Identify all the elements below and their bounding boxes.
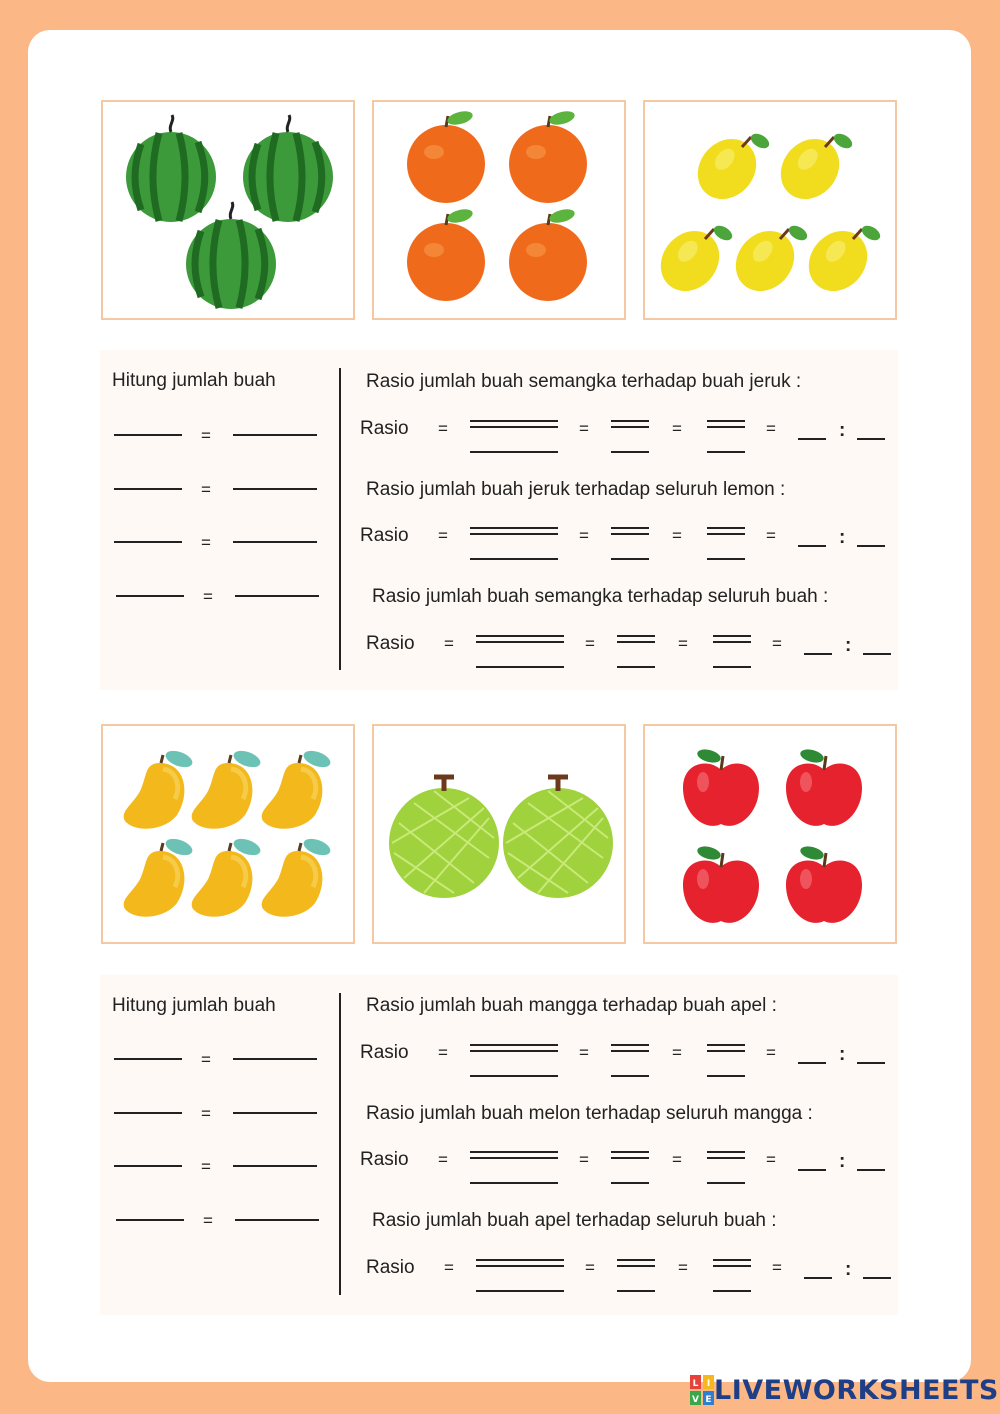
equals-sign: = [766, 419, 776, 438]
count-blank[interactable] [114, 1058, 182, 1060]
equals-sign: = [579, 419, 589, 438]
equals-sign: = [766, 1150, 776, 1169]
logo-mark-letter: V [692, 1395, 699, 1405]
equals-sign: = [444, 634, 454, 653]
equals-sign: = [585, 634, 595, 653]
ratio-left-blank[interactable] [798, 1169, 826, 1171]
equals-sign: = [201, 533, 211, 552]
denominator-blank[interactable] [470, 558, 558, 560]
panel-divider [339, 993, 341, 1295]
fruit-box-apel [643, 724, 897, 944]
numerator-blank[interactable] [611, 420, 649, 422]
equals-sign: = [678, 1258, 688, 1277]
fruit-box-mangga [101, 724, 355, 944]
fraction-bar [470, 1050, 558, 1052]
denominator-blank[interactable] [611, 1075, 649, 1077]
count-answer-blank[interactable] [233, 488, 317, 490]
equals-sign: = [201, 480, 211, 499]
fraction-bar [617, 641, 655, 643]
numerator-blank[interactable] [707, 420, 745, 422]
ratio-label: Rasio [366, 1257, 415, 1278]
denominator-blank[interactable] [707, 558, 745, 560]
denominator-blank[interactable] [617, 666, 655, 668]
fraction-bar [707, 533, 745, 535]
numerator-blank[interactable] [707, 1044, 745, 1046]
colon-sign: : [845, 635, 852, 656]
count-blank[interactable] [114, 488, 182, 490]
numerator-blank[interactable] [470, 420, 558, 422]
fraction-bar [707, 1050, 745, 1052]
panel-divider [339, 368, 341, 670]
fraction-bar [713, 1265, 751, 1267]
numerator-blank[interactable] [611, 1151, 649, 1153]
apple-icon [645, 726, 899, 946]
logo-mark-letter: E [705, 1395, 712, 1405]
count-answer-blank[interactable] [233, 1058, 317, 1060]
numerator-blank[interactable] [713, 1259, 751, 1261]
ratio-label: Rasio [360, 1042, 409, 1063]
count-blank[interactable] [116, 595, 184, 597]
ratio-question: Rasio jumlah buah apel terhadap seluruh buah : [372, 1210, 777, 1231]
ratio-right-blank[interactable] [857, 1062, 885, 1064]
denominator-blank[interactable] [707, 1182, 745, 1184]
colon-sign: : [839, 1151, 846, 1172]
liveworksheets-logo[interactable] [690, 1373, 999, 1407]
count-blank[interactable] [114, 1112, 182, 1114]
ratio-label: Rasio [360, 1149, 409, 1170]
count-answer-blank[interactable] [233, 1165, 317, 1167]
ratio-label: Rasio [360, 525, 409, 546]
denominator-blank[interactable] [707, 1075, 745, 1077]
equals-sign: = [438, 419, 448, 438]
ratio-question: Rasio jumlah buah semangka terhadap buah jeruk : [366, 371, 802, 392]
ratio-right-blank[interactable] [857, 438, 885, 440]
equals-sign: = [579, 1043, 589, 1062]
logo-text: LIVEWORKSHEETS [714, 1374, 999, 1406]
equals-sign: = [201, 1104, 211, 1123]
fruit-box-semangka [101, 100, 355, 320]
numerator-blank[interactable] [611, 1044, 649, 1046]
fraction-bar [611, 1050, 649, 1052]
fraction-bar [611, 1157, 649, 1159]
fruit-box-jeruk [372, 100, 626, 320]
numerator-blank[interactable] [470, 1151, 558, 1153]
equals-sign: = [772, 1258, 782, 1277]
equals-sign: = [672, 1043, 682, 1062]
numerator-blank[interactable] [713, 635, 751, 637]
ratio-right-blank[interactable] [863, 653, 891, 655]
equals-sign: = [203, 1211, 213, 1230]
count-and-ratio-panel-2 [100, 975, 898, 1315]
denominator-blank[interactable] [617, 1290, 655, 1292]
numerator-blank[interactable] [476, 1259, 564, 1261]
equals-sign: = [772, 634, 782, 653]
count-answer-blank[interactable] [233, 1112, 317, 1114]
count-title: Hitung jumlah buah [112, 995, 276, 1016]
fruit-box-lemon [643, 100, 897, 320]
fraction-bar [611, 426, 649, 428]
melon-icon [374, 726, 628, 946]
count-and-ratio-panel-1 [100, 350, 898, 690]
denominator-blank[interactable] [707, 451, 745, 453]
equals-sign: = [766, 1043, 776, 1062]
equals-sign: = [203, 587, 213, 606]
count-answer-blank[interactable] [233, 541, 317, 543]
ratio-left-blank[interactable] [804, 1277, 832, 1279]
numerator-blank[interactable] [470, 1044, 558, 1046]
denominator-blank[interactable] [611, 1182, 649, 1184]
ratio-question: Rasio jumlah buah melon terhadap seluruh mangga : [366, 1103, 813, 1124]
denominator-blank[interactable] [470, 451, 558, 453]
fraction-bar [476, 1265, 564, 1267]
ratio-right-blank[interactable] [857, 545, 885, 547]
numerator-blank[interactable] [470, 527, 558, 529]
denominator-blank[interactable] [476, 1290, 564, 1292]
ratio-left-blank[interactable] [798, 1062, 826, 1064]
fraction-bar [470, 426, 558, 428]
count-blank[interactable] [114, 434, 182, 436]
ratio-right-blank[interactable] [857, 1169, 885, 1171]
count-title: Hitung jumlah buah [112, 370, 276, 391]
equals-sign: = [438, 1150, 448, 1169]
fraction-bar [707, 1157, 745, 1159]
equals-sign: = [444, 1258, 454, 1277]
ratio-question: Rasio jumlah buah mangga terhadap buah apel : [366, 995, 777, 1016]
equals-sign: = [438, 526, 448, 545]
colon-sign: : [845, 1259, 852, 1280]
lemon-icon [645, 102, 899, 322]
numerator-blank[interactable] [617, 635, 655, 637]
fruit-box-melon [372, 724, 626, 944]
count-answer-blank[interactable] [235, 595, 319, 597]
colon-sign: : [839, 1044, 846, 1065]
equals-sign: = [672, 1150, 682, 1169]
fraction-bar [617, 1265, 655, 1267]
fraction-bar [707, 426, 745, 428]
equals-sign: = [438, 1043, 448, 1062]
colon-sign: : [839, 527, 846, 548]
count-blank[interactable] [116, 1219, 184, 1221]
fraction-bar [470, 533, 558, 535]
numerator-blank[interactable] [707, 1151, 745, 1153]
equals-sign: = [672, 419, 682, 438]
equals-sign: = [201, 1050, 211, 1069]
fraction-bar [611, 533, 649, 535]
equals-sign: = [201, 426, 211, 445]
equals-sign: = [579, 526, 589, 545]
orange-icon [374, 102, 628, 322]
ratio-left-blank[interactable] [804, 653, 832, 655]
numerator-blank[interactable] [617, 1259, 655, 1261]
denominator-blank[interactable] [476, 666, 564, 668]
numerator-blank[interactable] [611, 527, 649, 529]
count-blank[interactable] [114, 541, 182, 543]
ratio-right-blank[interactable] [863, 1277, 891, 1279]
numerator-blank[interactable] [707, 527, 745, 529]
ratio-label: Rasio [366, 633, 415, 654]
equals-sign: = [585, 1258, 595, 1277]
fraction-bar [713, 641, 751, 643]
logo-mark-letter: I [706, 1379, 711, 1389]
equals-sign: = [672, 526, 682, 545]
ratio-left-blank[interactable] [798, 438, 826, 440]
denominator-blank[interactable] [611, 451, 649, 453]
count-blank[interactable] [114, 1165, 182, 1167]
watermelon-icon [103, 102, 357, 322]
equals-sign: = [579, 1150, 589, 1169]
denominator-blank[interactable] [713, 1290, 751, 1292]
numerator-blank[interactable] [476, 635, 564, 637]
ratio-left-blank[interactable] [798, 545, 826, 547]
logo-mark-icon [690, 1375, 714, 1405]
denominator-blank[interactable] [713, 666, 751, 668]
ratio-question: Rasio jumlah buah jeruk terhadap seluruh lemon : [366, 479, 786, 500]
equals-sign: = [766, 526, 776, 545]
count-answer-blank[interactable] [233, 434, 317, 436]
colon-sign: : [839, 420, 846, 441]
fraction-bar [470, 1157, 558, 1159]
equals-sign: = [678, 634, 688, 653]
mango-icon [103, 726, 357, 946]
ratio-question: Rasio jumlah buah semangka terhadap seluruh buah : [372, 586, 829, 607]
denominator-blank[interactable] [470, 1075, 558, 1077]
denominator-blank[interactable] [470, 1182, 558, 1184]
ratio-label: Rasio [360, 418, 409, 439]
equals-sign: = [201, 1157, 211, 1176]
fraction-bar [476, 641, 564, 643]
denominator-blank[interactable] [611, 558, 649, 560]
count-answer-blank[interactable] [235, 1219, 319, 1221]
logo-mark-letter: L [692, 1379, 699, 1389]
